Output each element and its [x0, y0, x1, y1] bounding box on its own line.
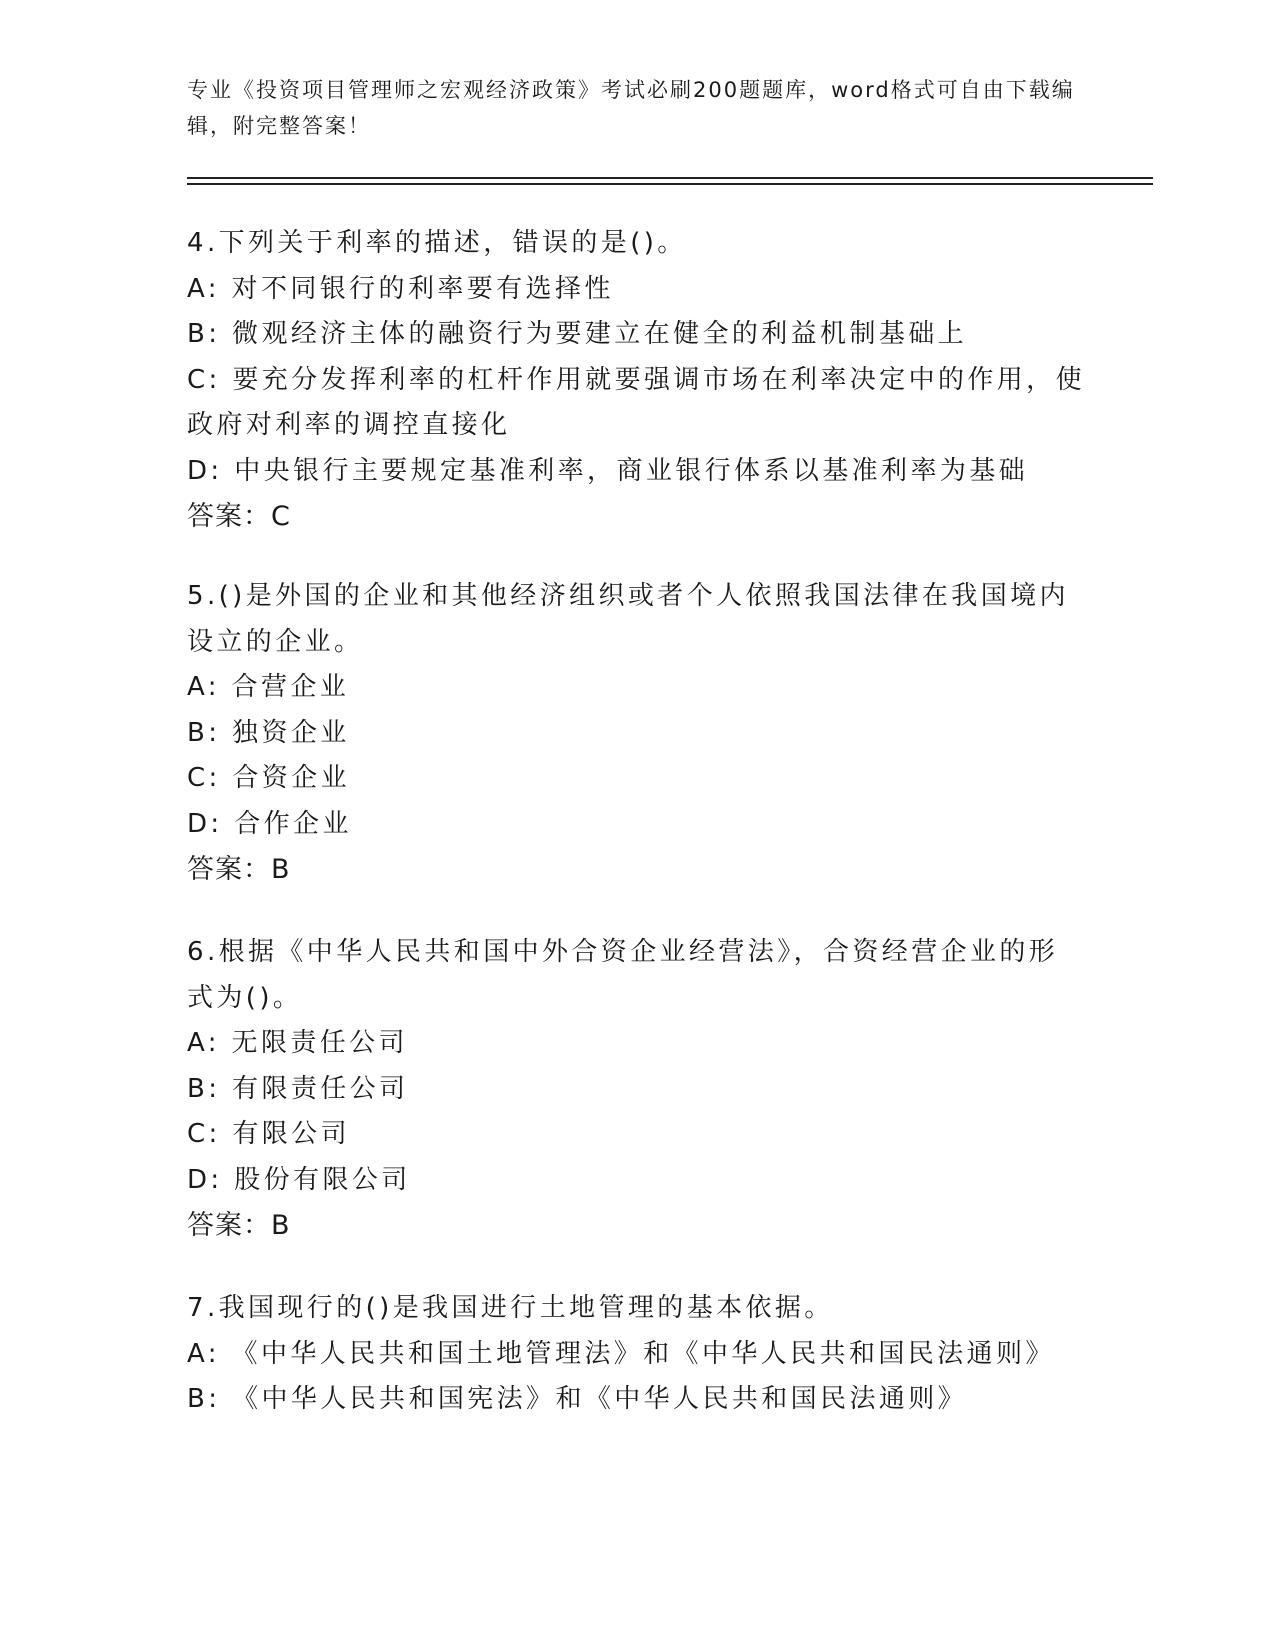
option-a: A: 对不同银行的利率要有选择性	[187, 273, 614, 304]
option-d: D: 股份有限公司	[187, 1164, 411, 1195]
question-block	[187, 574, 1087, 893]
option-d: D: 合作企业	[187, 808, 352, 839]
option-a: A: 合营企业	[187, 672, 350, 702]
question-stem: 6.根据《中华人民共和国中外合资企业经营法》，合资经营企业的形式为()。	[187, 937, 1059, 1013]
option-b: B: 独资企业	[187, 717, 350, 748]
option-c: C: 要充分发挥利率的杠杆作用就要强调市场在利率决定中的作用，使政府对利率的调控直接化	[187, 364, 1085, 440]
question-block	[187, 221, 1087, 540]
question-block	[187, 930, 1087, 1249]
option-b: B: 《中华人民共和国宪法》和《中华人民共和国民法通则》	[187, 1384, 968, 1414]
document-header: 专业《投资项目管理师之宏观经济政策》考试必刷200题题库，word格式可自由下载编辑，附完整答案！	[187, 78, 1075, 138]
question-stem: 5.()是外国的企业和其他经济组织或者个人依照我国法律在我国境内设立的企业。	[187, 581, 1069, 657]
option-b: B: 有限责任公司	[187, 1073, 409, 1104]
header-divider-top	[187, 177, 1153, 179]
option-a: A: 无限责任公司	[187, 1028, 408, 1058]
option-d: D: 中央银行主要规定基准利率，商业银行体系以基准利率为基础	[187, 455, 1029, 486]
option-c: C: 有限公司	[187, 1119, 350, 1149]
option-c: C: 合资企业	[187, 763, 350, 793]
option-a: A: 《中华人民共和国土地管理法》和《中华人民共和国民法通则》	[187, 1338, 1055, 1369]
answer-line: 答案：B	[187, 854, 291, 885]
answer-line: 答案：B	[187, 1210, 291, 1241]
question-block	[187, 1286, 1087, 1423]
question-stem: 7.我国现行的()是我国进行土地管理的基本依据。	[187, 1293, 834, 1323]
header-divider-bottom	[187, 183, 1153, 185]
question-stem: 4.下列关于利率的描述，错误的是()。	[187, 228, 687, 258]
option-b: B: 微观经济主体的融资行为要建立在健全的利益机制基础上	[187, 319, 968, 349]
answer-line: 答案：C	[187, 501, 291, 532]
